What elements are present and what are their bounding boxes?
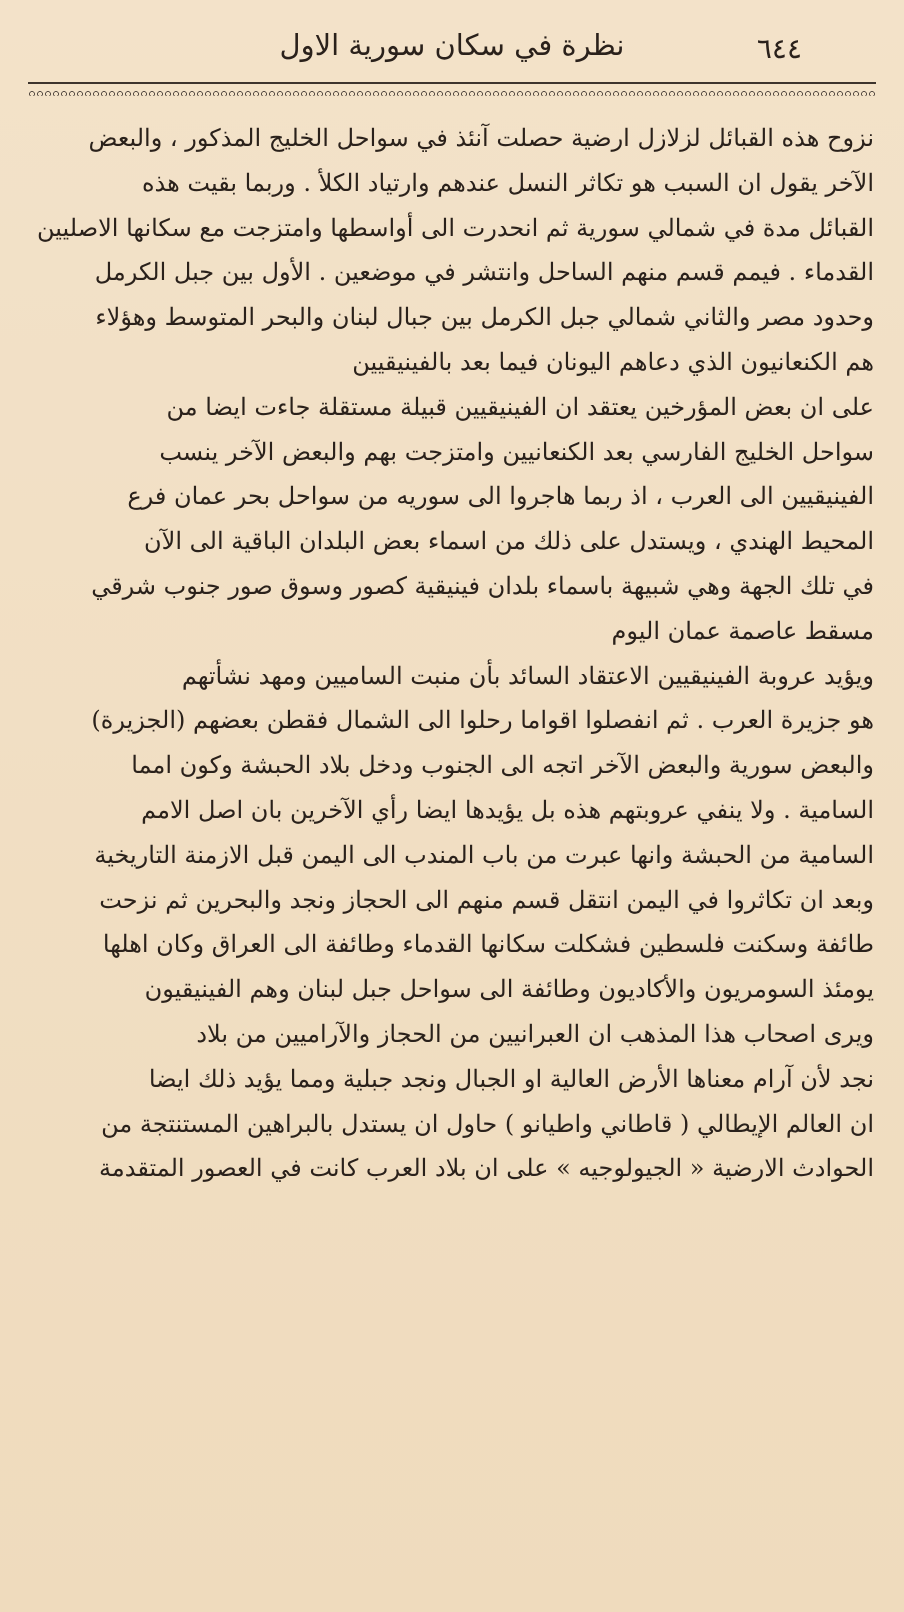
text-line: الفينيقيين الى العرب ، اذ ربما هاجروا الى سوريه من سواحل بحر عمان فرع [127, 482, 874, 511]
decorative-wave-rule [28, 90, 876, 96]
text-line: هو جزيرة العرب . ثم انفصلوا اقواما رحلوا الى الشمال فقطن بعضهم (الجزيرة) [91, 706, 874, 735]
text-line: وبعد ان تكاثروا في اليمن انتقل قسم منهم الى الحجاز ونجد والبحرين ثم نزحت [99, 885, 874, 914]
text-line: المحيط الهندي ، ويستدل على ذلك من اسماء بعض البلدان الباقية الى الآن [144, 527, 874, 556]
text-line: يومئذ السومريون والأكاديون وطائفة الى سواحل جبل لبنان وهم الفينيقيون [144, 975, 874, 1004]
text-line: الآخر يقول ان السبب هو تكاثر النسل عندهم وارتياد الكلأ . وربما بقيت هذه [141, 168, 874, 197]
article-body [28, 116, 876, 1191]
text-line: في تلك الجهة وهي شبيهة باسماء بلدان فينيقية كصور وسوق صور جنوب شرقي [91, 571, 874, 600]
text-line: السامية من الحبشة وانها عبرت من باب المندب الى اليمن قبل الازمنة التاريخية [94, 840, 874, 869]
text-line: وحدود مصر والثاني شمالي جبل الكرمل بين جبال لبنان والبحر المتوسط وهؤلاء [95, 303, 874, 332]
page-header [28, 20, 876, 76]
text-line: ويرى اصحاب هذا المذهب ان العبرانيين من الحجاز والآراميين من بلاد [196, 1019, 874, 1048]
text-line: نجد لأن آرام معناها الأرض العالية او الجبال ونجد جبلية ومما يؤيد ذلك ايضا [148, 1064, 874, 1093]
text-line: طائفة وسكنت فلسطين فشكلت سكانها القدماء وطائفة الى العراق وكان اهلها [102, 930, 874, 959]
text-line: ان العالم الإيطالي ( قاطاني واطيانو ) حاول ان يستدل بالبراهين المستنتجة من [101, 1109, 874, 1138]
text-line: الحوادث الارضية « الجيولوجيه » على ان بلاد العرب كانت في العصور المتقدمة [99, 1154, 874, 1183]
text-line: القدماء . فيمم قسم منهم الساحل وانتشر في موضعين . الأول بين جبل الكرمل [94, 258, 874, 287]
header-rule [28, 82, 876, 84]
text-line: سواحل الخليج الفارسي بعد الكنعانيين وامتزجت بهم والبعض الآخر ينسب [159, 437, 874, 466]
text-line: القبائل مدة في شمالي سورية ثم انحدرت الى أواسطها وامتزجت مع سكانها الاصليين [37, 213, 874, 242]
text-line: مسقط عاصمة عمان اليوم [611, 616, 874, 645]
text-line: على ان بعض المؤرخين يعتقد ان الفينيقيين قبيلة مستقلة جاءت ايضا من [166, 392, 874, 421]
text-line: نزوح هذه القبائل لزلازل ارضية حصلت آنئذ في سواحل الخليج المذكور ، والبعض [88, 124, 874, 152]
page-number: ٦٤٤ [756, 32, 802, 65]
text-line: السامية . ولا ينفي عروبتهم هذه بل يؤيدها ايضا رأي الآخرين بان اصل الامم [141, 795, 874, 824]
running-title: نظرة في سكان سورية الاول [279, 28, 625, 62]
text-line: ويؤيد عروبة الفينيقيين الاعتقاد السائد بأن منبت الساميين ومهد نشأتهم [181, 661, 874, 690]
text-line: والبعض سورية والبعض الآخر اتجه الى الجنوب ودخل بلاد الحبشة وكون امما [131, 751, 874, 780]
text-line: هم الكنعانيون الذي دعاهم اليونان فيما بعد بالفينيقيين [352, 347, 874, 376]
